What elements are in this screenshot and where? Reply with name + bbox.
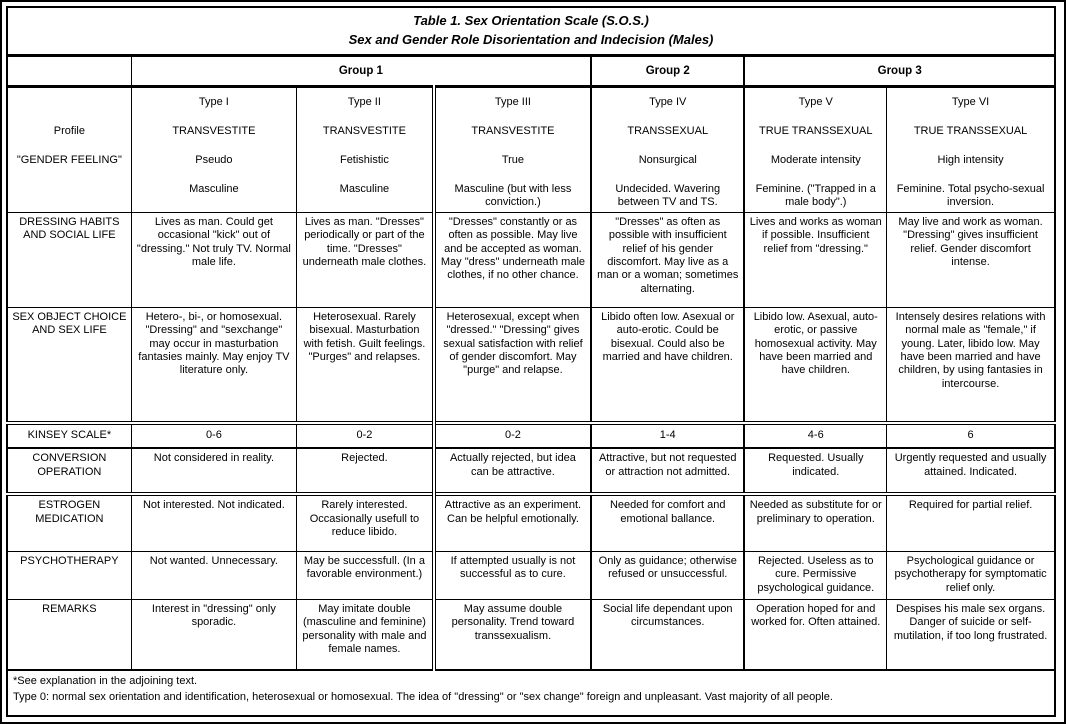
group-header-empty-cell — [7, 55, 131, 86]
profile-cell-type-i — [131, 86, 296, 212]
type-name: Type II — [347, 95, 381, 108]
table-cell: Hetero-, bi-, or homosexual. "Dressing" and "sexchange" may occur in masturbation fantasies mainly. May enjoy TV literature only. — [131, 307, 296, 423]
sex-object-row — [7, 307, 1055, 423]
type-subtype: Pseudo — [195, 153, 233, 166]
table-cell: Needed for comfort and emotional ballance. — [591, 494, 744, 551]
table-cell: Libido often low. Asexual or auto-erotic. Could be bisexual. Could also be married and have children. — [591, 307, 744, 423]
table-cell: Rejected. — [297, 448, 434, 494]
type-subtype: Moderate intensity — [770, 153, 861, 166]
group-1-header: Group 1 — [131, 55, 591, 86]
table-cell: Operation hoped for and worked for. Often attained. — [744, 599, 886, 670]
type-class: TRANSVESTITE — [172, 124, 256, 137]
psychotherapy-row — [7, 551, 1055, 599]
remarks-row — [7, 599, 1055, 670]
type-feeling: Masculine — [339, 182, 390, 195]
table-title-cell — [7, 7, 1055, 55]
table-cell: Not wanted. Unnecessary. — [131, 551, 296, 599]
table-cell: Libido low. Asexual, auto-erotic, or passive homosexual activity. May have been married and have children. — [744, 307, 886, 423]
footnotes-row — [7, 670, 1055, 716]
footnote-asterisk: *See explanation in the adjoining text. — [13, 675, 198, 688]
group-2-header: Group 2 — [591, 55, 744, 86]
row-label-estrogen-medication: ESTROGEN MEDICATION — [7, 494, 131, 551]
profile-row-label — [7, 86, 131, 212]
type-name: Type VI — [951, 95, 990, 108]
table-cell: Only as guidance; otherwise refused or unsuccessful. — [591, 551, 744, 599]
table-cell: Social life dependant upon circumstances. — [591, 599, 744, 670]
table-cell: Rejected. Useless as to cure. Permissive psychological guidance. — [744, 551, 886, 599]
profile-label-spacer — [11, 88, 128, 117]
table-title-line2: Sex and Gender Role Disorientation and Indecision (Males) — [348, 31, 714, 47]
type-subtype: Fetishistic — [339, 153, 389, 166]
row-label-kinsey-scale: KINSEY SCALE* — [7, 423, 131, 448]
sos-table — [6, 6, 1056, 717]
type-name: Type III — [494, 95, 531, 108]
table-cell: Needed as substitute for or preliminary to operation. — [744, 494, 886, 551]
table-cell: Lives and works as woman if possible. Insufficient relief from "dressing." — [744, 212, 886, 307]
row-label-psychotherapy: PSYCHOTHERAPY — [7, 551, 131, 599]
table-cell: Rarely interested. Occasionally usefull to reduce libido. — [297, 494, 434, 551]
row-label-sex-object: SEX OBJECT CHOICE AND SEX LIFE — [7, 307, 131, 423]
table-cell: "Dresses" constantly or as often as possible. May live and be accepted as woman. May "dress" underneath male clothes, if no other chance. — [434, 212, 591, 307]
table-title-line1: Table 1. Sex Orientation Scale (S.O.S.) — [413, 13, 649, 28]
type-subtype: True — [501, 153, 525, 166]
table-cell: Requested. Usually indicated. — [744, 448, 886, 494]
row-label-dressing-habits: DRESSING HABITS AND SOCIAL LIFE — [7, 212, 131, 307]
kinsey-scale-row — [7, 423, 1055, 448]
table-cell: Attractive, but not requested or attraction not admitted. — [591, 448, 744, 494]
table-cell: Lives as man. "Dresses" periodically or part of the time. "Dresses" underneath male clothes. — [297, 212, 434, 307]
table-cell: 0-2 — [297, 423, 434, 448]
type-feeling: Undecided. Wavering between TV and TS. — [615, 182, 721, 208]
row-label-remarks: REMARKS — [7, 599, 131, 670]
table-cell: Lives as man. Could get occasional "kick" out of "dressing." Not truly TV. Normal male life. — [131, 212, 296, 307]
dressing-habits-row — [7, 212, 1055, 307]
table-cell: Heterosexual. Rarely bisexual. Masturbation with fetish. Guilt feelings. "Purges" and relapses. — [297, 307, 434, 423]
type-feeling: Feminine. ("Trapped in a male body".) — [755, 182, 876, 208]
table-cell: 4-6 — [744, 423, 886, 448]
table-cell: Not considered in reality. — [131, 448, 296, 494]
table-title-row — [7, 7, 1055, 55]
table-cell: Interest in "dressing" only sporadic. — [131, 599, 296, 670]
table-cell: Actually rejected, but idea can be attractive. — [434, 448, 591, 494]
profile-cell-type-v — [744, 86, 886, 212]
type-class: TRANSVESTITE — [322, 124, 406, 137]
gender-feeling-label: "GENDER FEELING" — [16, 153, 122, 166]
type-class: TRUE TRANSSEXUAL — [913, 124, 1028, 137]
profile-cell-type-iii — [434, 86, 591, 212]
table-cell: 6 — [887, 423, 1055, 448]
table-cell: Urgently requested and usually attained. Indicated. — [887, 448, 1055, 494]
table-cell: Required for partial relief. — [887, 494, 1055, 551]
table-cell: Not interested. Not indicated. — [131, 494, 296, 551]
conversion-operation-row — [7, 448, 1055, 494]
type-name: Type IV — [649, 95, 687, 108]
profile-cell-type-iv — [591, 86, 744, 212]
table-cell: Heterosexual, except when "dressed." "Dressing" gives sexual satisfaction with relief of gender discomfort. May "purge" and relapse. — [434, 307, 591, 423]
profile-cell-type-ii — [297, 86, 434, 212]
group-3-header: Group 3 — [744, 55, 1055, 86]
table-cell: If attempted usually is not successful as to cure. — [434, 551, 591, 599]
type-feeling: Masculine — [189, 182, 239, 195]
type-subtype: Nonsurgical — [638, 153, 697, 166]
table-cell: May live and work as woman. "Dressing" gives insufficient relief. Gender discomfort intense. — [887, 212, 1055, 307]
type-name: Type I — [198, 95, 229, 108]
profile-cell-type-vi — [887, 86, 1055, 212]
type-name: Type V — [798, 95, 833, 108]
footnote-type-0: Type 0: normal sex orientation and identification, heterosexual or homosexual. The idea of "dressing" or "sex change" foreign and unpleasant. Vast majority of all people. — [13, 691, 833, 704]
table-cell: Despises his male sex organs. Danger of suicide or self-mutilation, if too long frustrated. — [887, 599, 1055, 670]
table-cell: Attractive as an experiment. Can be helpful emotionally. — [434, 494, 591, 551]
group-header-row — [7, 55, 1055, 86]
table-cell: Psychological guidance or psychotherapy for symptomatic relief only. — [887, 551, 1055, 599]
type-feeling: Feminine. Total psycho-sexual inversion. — [896, 182, 1045, 208]
profile-label: Profile — [53, 124, 85, 137]
footnotes-cell — [7, 670, 1055, 716]
profile-row — [7, 86, 1055, 212]
type-class: TRANSSEXUAL — [627, 124, 709, 137]
type-class: TRANSVESTITE — [471, 124, 555, 137]
table-cell: 0-2 — [434, 423, 591, 448]
table-cell: May be successfull. (In a favorable environment.) — [297, 551, 434, 599]
type-subtype: High intensity — [937, 153, 1004, 166]
table-cell: "Dresses" as often as possible with insufficient relief of his gender discomfort. May live as a man or a woman; sometimes alternating. — [591, 212, 744, 307]
table-cell: 0-6 — [131, 423, 296, 448]
type-class: TRUE TRANSSEXUAL — [759, 124, 873, 137]
table-cell: May assume double personality. Trend toward transsexualism. — [434, 599, 591, 670]
type-feeling: Masculine (but with less conviction.) — [454, 182, 572, 208]
table-cell: Intensely desires relations with normal male as "female," if young. Later, libido low. May have been married and have children, by using fantasies in intercourse. — [887, 307, 1055, 423]
estrogen-medication-row — [7, 494, 1055, 551]
table-cell: May imitate double (masculine and feminine) personality with male and female names. — [297, 599, 434, 670]
row-label-conversion-operation: CONVERSION OPERATION — [7, 448, 131, 494]
table-cell: 1-4 — [591, 423, 744, 448]
